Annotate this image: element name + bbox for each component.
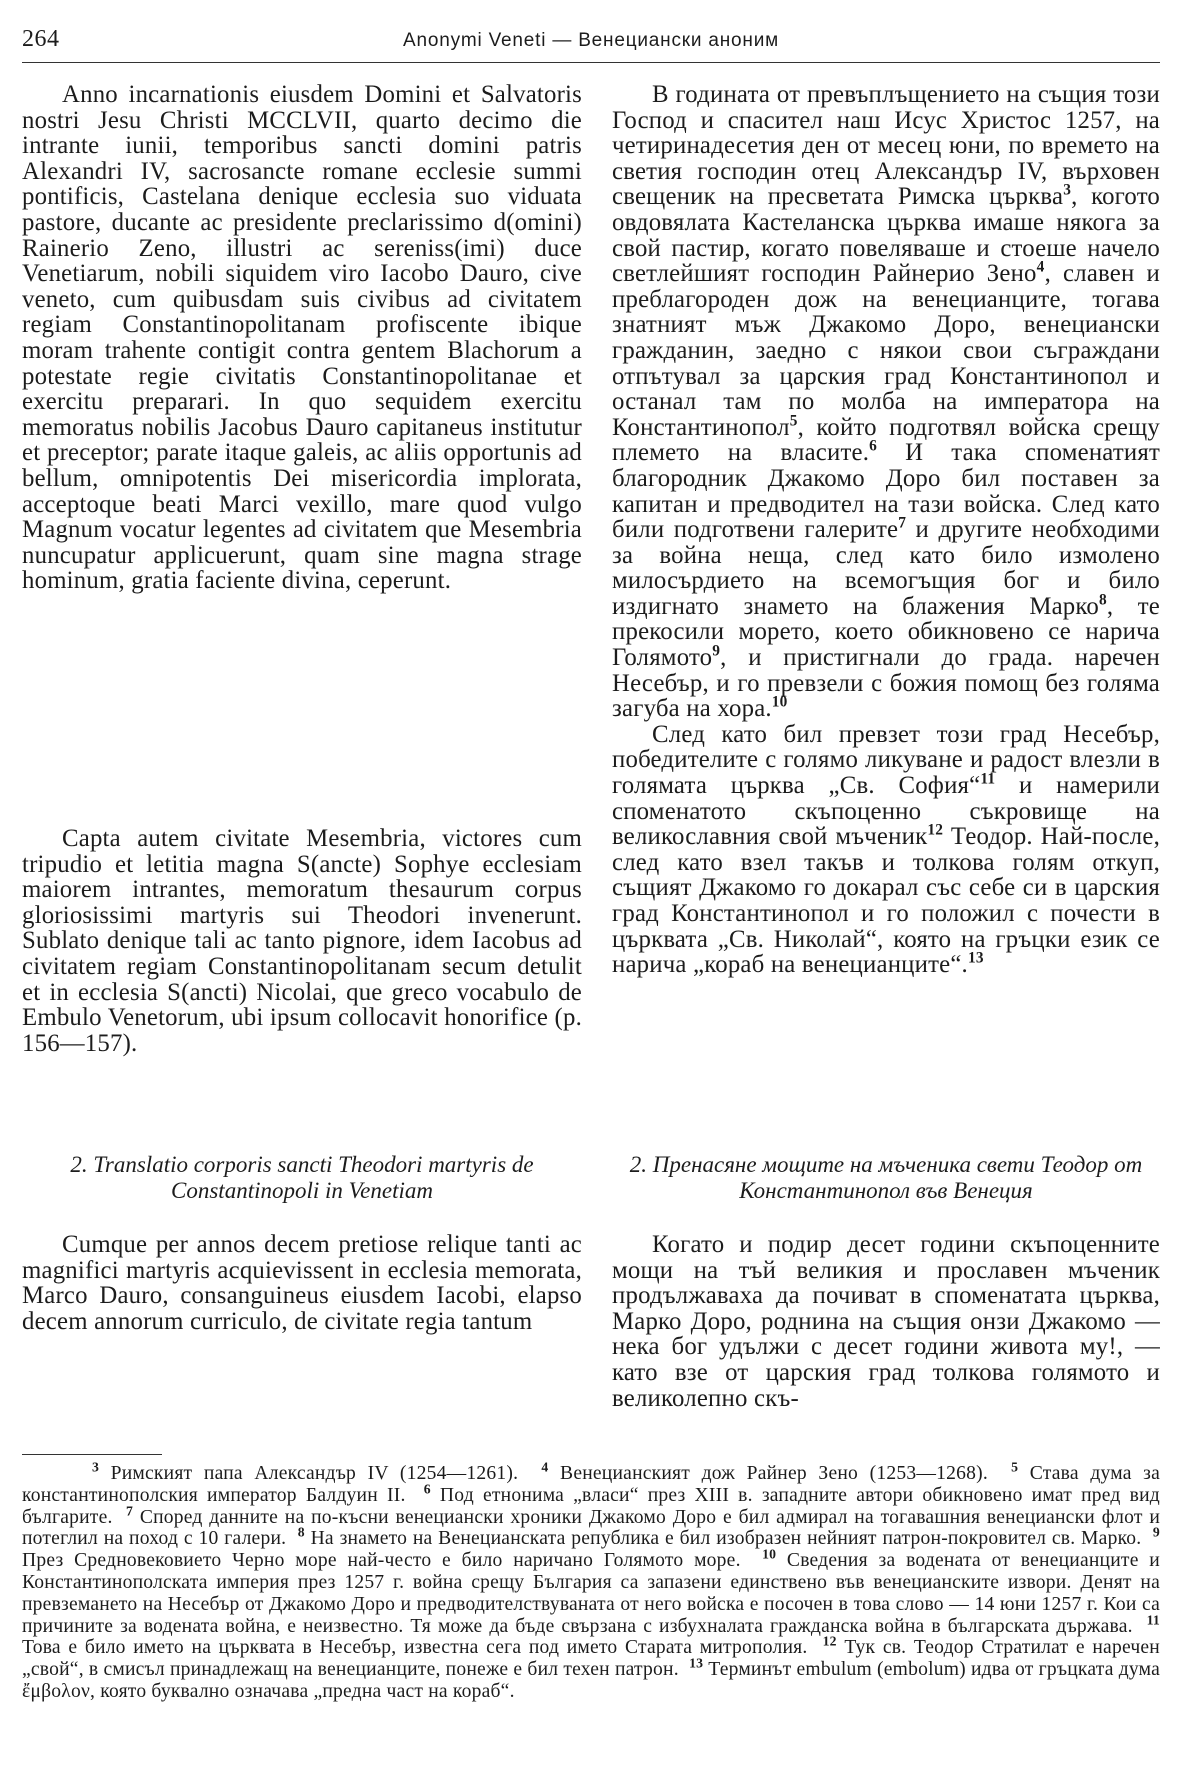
- footnote-ref: 4: [1036, 258, 1045, 276]
- footnote-text: Терминът embulum (embolum) идва от гръцката дума ἔμβολον, която буквално означава „предна част на кораб“.: [22, 1659, 1160, 1702]
- footnote-ref: 5: [789, 412, 798, 430]
- footnote-number: 11: [1146, 1612, 1160, 1628]
- footnote-number: 13: [689, 1655, 704, 1671]
- page-header: [22, 22, 1160, 63]
- latin-column-3: [22, 1232, 582, 1334]
- footnote-ref: 8: [1099, 591, 1107, 609]
- text-run: , когото овдовялата Кастеланска църква имаше някога за свой пастир, когато повеляваше и стоеше начело светлейшият господин Райнерио Зено: [612, 183, 1161, 288]
- footnote-text: Сведения за водената от венецианците и Константинополската империя през 1257 г. война срещу България са запазени единствено във венецианските извори. Денят на превземането на Несебър от Джакомо Доро и предводителствуваната от него войска е посочен в това слово — 14 юни 1257 г. Кои са причините за водената война, е неизвестно. Тя може да бъде свързана с избухналата гражданска война в българската държава.: [22, 1550, 1160, 1637]
- footnote-ref: 3: [1063, 182, 1072, 200]
- footnote-text: Римският папа Александър IV (1254—1261).: [99, 1463, 519, 1484]
- latin-column-2: [22, 826, 582, 1056]
- footnote-number: 9: [1152, 1524, 1160, 1540]
- latin-column: [22, 82, 582, 594]
- text-run: , те прекосили морето, което обикновено се нарича Голямото: [612, 592, 1160, 672]
- footnote-number: 12: [822, 1633, 837, 1649]
- footnote-text: Под етнонима „власи“ през XIII в. западните автори обикновено имат пред вид българите.: [22, 1484, 1160, 1528]
- bulgarian-section: [612, 1152, 1160, 1204]
- footnote-text: Според данните на по-късни венециански хроники Джакомо Доро е бил адмирал на тогавашния венециански флот и потеглил на поход с 10 галери.: [22, 1506, 1160, 1550]
- footnote-text: През Средновековието Черно море най-често е било наричано Голямото море.: [22, 1550, 741, 1572]
- text-run: Теодор. Най-после, след като взел такъв и толкова голям откуп, същият Джакомо го докарал със себе си в царския град Константинопол и го положил с почести в църквата „Св. Николай“, която на гръцки език се нарича „кораб на венецианците“.: [612, 823, 1160, 979]
- footnote-ref: 10: [771, 693, 788, 711]
- footnote-text: Венецианският дож Райнер Зено (1253—1268).: [548, 1463, 988, 1484]
- footnote-block: [22, 1459, 1161, 1703]
- footnote-text: Това е било името на църквата в Несебър, известна сега под името Старата митрополия.: [22, 1637, 808, 1659]
- latin-paragraph-1: Anno incarnationis eiusdem Domini et Salvatoris nostri Jesu Christi MCCLVII, quarto decimo die intrante iunii, temporibus sancti domini patris Alexandri IV, sacrosancte romane ecclesie summi pontificis, Castelana denique ecclesia suo viduata pastore, ducante ac presidente preclarissimo d(omini) Rainerio Zeno, illustri ac sereniss(imi) duce Venetiarum, nobili siquidem viro Iacobo Dauro, cive veneto, cum quibusdam suis civibus ad civitatem regiam Constantinopolitanam profiscente ibique moram trahente contigit contra gentem Blachorum a potestate regie civitatis Constantinopolitanae et exercitu preparari. In quo sequidem exercitu memoratus nobilis Jacobus Dauro capitaneus institutur et preceptor; parate itaque galeis, ac aliis opportunis ad bellum, omnipotentis Dei misericordia implorata, acceptoque beati Marci vexillo, mare quod vulgo Magnum vocatur legentes ad civitatem que Mesembria nuncupatur applicuerunt, quam sine magna strage hominum, gratia faciente divina, ceperunt.: [22, 81, 582, 595]
- footnote-number: 10: [762, 1546, 777, 1562]
- text-run: , и пристигнали до града. наречен Несебър, и го превзели с божия помощ без голяма загуба на хора.: [612, 644, 1160, 723]
- bulgarian-column: [612, 82, 1160, 978]
- footnote-text: На знамето на Венецианската република е бил изобразен нейният патрон-покровител св. Марко.: [304, 1528, 1142, 1550]
- footnote-number: 8: [297, 1524, 305, 1540]
- text-run: След като бил превзет този град Несебър, победителите с голямо ликуване и радост влезли в голямата църква „Св. София“: [612, 720, 1160, 800]
- page-number: 264: [22, 26, 60, 52]
- footnote-ref: 11: [980, 770, 996, 788]
- text-run: , славен и преблагороден дож на венецианците, тогава знатният мъж Джакомо Доро, венециански гражданин, заедно с някои свои съграждани отпътувал за царския град Константинопол и останал там по молба на императора на Константинопол: [612, 260, 1160, 441]
- footnote-text: Става дума за константинополския император Балдуин II.: [22, 1463, 1161, 1506]
- bulgarian-paragraph-3: Когато и подир десет години скъпоценните мощи на тъй великия и прославен мъченик продължаваха да почиват в споменатата църква, Марко Доро, роднина на същия онзи Джакомо — нека бог удължи с десет години живота му!, — като взе от царския град толкова голямото и великолепно скъ-: [612, 1231, 1160, 1412]
- bulgarian-section-title: 2. Пренасяне мощите на мъченика свети Теодор от Константинопол във Венеция: [629, 1152, 1143, 1203]
- latin-section: [22, 1152, 582, 1204]
- footnotes: [22, 1454, 1160, 1703]
- footnote-ref: 13: [967, 949, 984, 967]
- latin-paragraph-2: Capta autem civitate Mesembria, victores cum tripudio et letitia magna S(ancte) Sophye ecclesiam maiorem intrantes, memoratum thesaurum corpus gloriosissimi martyris sui Theodori invenerunt. Sublato denique tali ac tanto pignore, idem Iacobus ad civitatem regiam Constantinopolitanam secum detulit et in ecclesia S(ancti) Nicolai, que greco vocabulo de Embulo Venetorum, ubi ipsum collocavit honorifice (p. 156—157).: [22, 825, 582, 1057]
- footnote-text: Тук св. Теодор Стратилат е наречен „свой“, в смисъл принадлежащ на венецианците, понеже е бил техен патрон.: [22, 1637, 1160, 1681]
- bulgarian-paragraph-2: [612, 722, 1160, 978]
- latin-paragraph-3: Cumque per annos decem pretiose relique tanti ac magnifici martyris acquievissent in ecclesia memorata, Marco Dauro, consanguineus eiusdem Iacobi, elapso decem annorum curriculo, de civitate regia tantum: [22, 1231, 582, 1335]
- text-run: В годината от превъплъщението на същия този Господ и спасител наш Исус Христос 1257, на четиринадесетия ден от месец юни, по времето на светия господин отец Александър IV, върховен свещеник на пресветата Римска църква: [612, 81, 1160, 211]
- text-run: и другите необходими за война неща, след като било измолено милосърдието на всемогъщия бог и било издигнато знамето на блажения Марко: [612, 516, 1160, 620]
- footnote-number: 3: [92, 1459, 100, 1475]
- footnote-number: 4: [541, 1459, 549, 1475]
- text-run: , който подготвял войска срещу племето на власите.: [612, 413, 1160, 467]
- text-run: и намерили споменатото скъпоценно съкровище на великославния свой мъченик: [612, 772, 1161, 851]
- footnote-ref: 7: [898, 514, 907, 532]
- bulgarian-column-3: [612, 1232, 1160, 1411]
- footnote-rule: [22, 1454, 162, 1455]
- footnote-number: 5: [1011, 1459, 1019, 1475]
- footnote-number: 6: [423, 1481, 431, 1497]
- latin-section-title: 2. Translatio corporis sancti Theodori martyris de Constantinopoli in Venetiam: [70, 1152, 534, 1203]
- footnote-ref: 9: [712, 642, 721, 660]
- footnote-number: 7: [126, 1503, 134, 1519]
- footnote-ref: 6: [869, 438, 878, 456]
- bulgarian-paragraph-1: [612, 82, 1160, 722]
- footnote-ref: 12: [927, 821, 944, 839]
- text-run: И така споменатият благородник Джакомо Доро бил поставен за капитан и предводител на тази войска. След като били подготвени галерите: [612, 439, 1160, 544]
- running-title: Anonymi Veneti — Венециански аноним: [403, 30, 779, 51]
